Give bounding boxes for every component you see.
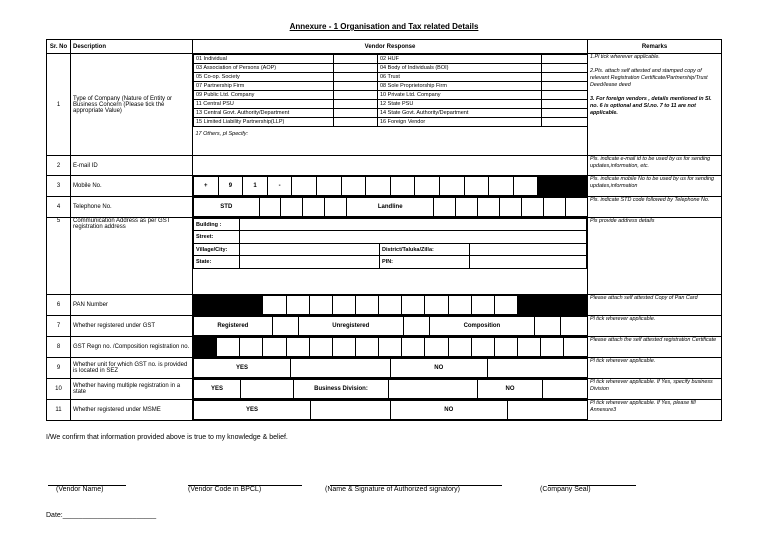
digit-box[interactable]	[332, 338, 355, 357]
remark-text: Pl tick wherever applicable. If Yes, specify business Division	[588, 379, 722, 400]
row-description: PAN Number	[71, 295, 193, 316]
date-field[interactable]: Date:________________________	[46, 512, 157, 519]
row-number: 8	[47, 337, 71, 358]
blocked-cell	[562, 177, 587, 196]
blocked-cell	[217, 296, 240, 315]
yes-option[interactable]: YES	[194, 401, 311, 420]
digit-box[interactable]	[355, 338, 378, 357]
remark-text: Please attach self attested Copy of Pan Card	[588, 295, 722, 316]
digit-box[interactable]	[513, 177, 538, 196]
building-input[interactable]	[240, 219, 587, 231]
tick-box[interactable]	[542, 64, 588, 73]
mobile-field[interactable]	[193, 176, 588, 197]
digit-box[interactable]	[471, 296, 494, 315]
row-number: 7	[47, 316, 71, 337]
digit-box[interactable]	[286, 338, 309, 357]
others-specify[interactable]: 17 Others, pl Specify:	[195, 131, 249, 137]
digit-box[interactable]	[425, 338, 448, 357]
digit-box[interactable]	[471, 338, 494, 357]
company-type-option[interactable]: 07 Partnership Firm	[194, 82, 334, 91]
company-type-option[interactable]: 11 Central PSU	[194, 100, 334, 109]
blocked-cell	[517, 296, 540, 315]
no-option[interactable]: NO	[478, 380, 543, 399]
address-fields	[193, 218, 588, 295]
remarks-cell	[588, 54, 722, 156]
tick-box[interactable]	[542, 91, 588, 100]
header-vendor-response: Vendor Response	[193, 40, 588, 54]
digit-box[interactable]	[355, 296, 378, 315]
row-description: Mobile No.	[71, 176, 193, 197]
digit-box[interactable]	[439, 177, 464, 196]
company-type-option[interactable]: 02 HUF	[378, 55, 542, 64]
company-type-option[interactable]: 05 Co-op. Society	[194, 73, 334, 82]
digit-box[interactable]	[316, 177, 341, 196]
row-description: Communication Address as per GST registration address	[71, 218, 193, 295]
blocked-cell	[564, 296, 587, 315]
digit-box[interactable]	[494, 296, 517, 315]
digit-box[interactable]	[564, 338, 587, 357]
digit-box[interactable]	[478, 198, 500, 217]
digit-box[interactable]	[309, 338, 332, 357]
digit-box[interactable]	[366, 177, 391, 196]
blocked-cell	[240, 296, 263, 315]
row-description: Whether having multiple registration in a state	[71, 379, 193, 400]
row-description: E-mail ID	[71, 156, 193, 176]
business-division-input[interactable]	[389, 380, 478, 399]
tick-box[interactable]	[507, 401, 587, 420]
company-type-option[interactable]: 13 Central Govt. Authority/Department	[194, 109, 334, 118]
row-description: Whether registered under GST	[71, 316, 193, 337]
digit-box[interactable]	[240, 338, 263, 357]
row-number: 6	[47, 295, 71, 316]
digit-box[interactable]	[263, 296, 286, 315]
village-label: Village/City:	[194, 243, 240, 255]
gst-registration-options[interactable]	[193, 316, 588, 337]
digit-box[interactable]	[263, 338, 286, 357]
confirmation-statement: I/We confirm that information provided above is true to my knowledge & belief.	[46, 434, 288, 441]
tick-box[interactable]	[561, 317, 587, 336]
no-option[interactable]: NO	[390, 359, 487, 378]
details-table	[46, 39, 722, 421]
digit-box[interactable]	[341, 177, 366, 196]
tick-box[interactable]	[334, 64, 378, 73]
company-type-options	[193, 54, 588, 156]
digit-box[interactable]	[281, 198, 303, 217]
address-spacer	[194, 268, 587, 294]
mobile-prefix-char: +	[194, 177, 219, 196]
digit-box[interactable]	[489, 177, 514, 196]
header-remarks: Remarks	[588, 40, 722, 54]
telephone-field[interactable]	[193, 197, 588, 218]
tick-box[interactable]	[311, 401, 391, 420]
company-type-option[interactable]: 01 Individual	[194, 55, 334, 64]
row-number: 10	[47, 379, 71, 400]
registered-option[interactable]: Registered	[194, 317, 273, 336]
company-type-option[interactable]: 03 Association of Persons (AOP)	[194, 64, 334, 73]
digit-box[interactable]	[456, 198, 478, 217]
digit-box[interactable]	[402, 338, 425, 357]
gst-number-field[interactable]	[193, 337, 588, 358]
remark-text: Pls. indicate mobile No to be used by us for sending updates,information	[588, 176, 722, 197]
row-description: Whether unit for which GST no. is provided is located in SEZ	[71, 358, 193, 379]
digit-box[interactable]	[434, 198, 456, 217]
state-input[interactable]	[240, 256, 380, 268]
remark-text: Pl tick wherever applicable.	[588, 358, 722, 379]
company-type-option[interactable]: 16 Foreign Vendor	[378, 118, 542, 127]
company-type-option[interactable]: 04 Body of Individuals (BOI)	[378, 64, 542, 73]
remark-text: 1.Pl tick wherever applicable.	[590, 54, 660, 60]
digit-box[interactable]	[448, 296, 471, 315]
company-type-option[interactable]: 09 Public Ltd. Company	[194, 91, 334, 100]
row-number: 3	[47, 176, 71, 197]
header-srno: Sr. No	[47, 40, 71, 54]
remark-text: Pls provide address details	[588, 218, 722, 295]
building-label: Building :	[194, 219, 240, 231]
remark-text: Pls. indicate e-mail id to be used by us for sending updates,information, etc.	[588, 156, 722, 176]
tick-box[interactable]	[334, 118, 378, 127]
tick-box[interactable]	[334, 91, 378, 100]
row-number: 4	[47, 197, 71, 218]
state-label: State:	[194, 256, 240, 268]
district-label: District/Taluka/Zilla:	[380, 243, 470, 255]
tick-box[interactable]	[334, 109, 378, 118]
unregistered-option[interactable]: Unregistered	[298, 317, 403, 336]
pin-label: PIN:	[380, 256, 470, 268]
multiple-registration-options[interactable]	[193, 379, 588, 400]
mobile-prefix-char: 9	[218, 177, 243, 196]
blocked-cell	[541, 296, 564, 315]
remark-text: 3. For foreign vendors , details mentioned in Sl. no. 6 is optional and Sl.no. 7 to 11 are not applicable.	[590, 96, 712, 116]
row-number: 2	[47, 156, 71, 176]
digit-box[interactable]	[286, 296, 309, 315]
company-type-grid	[193, 54, 588, 141]
company-type-option[interactable]: 06 Trust	[378, 73, 542, 82]
tick-box[interactable]	[334, 100, 378, 109]
row-description: Telephone No.	[71, 197, 193, 218]
digit-box[interactable]	[259, 198, 281, 217]
mobile-prefix-char: 1	[243, 177, 268, 196]
header-description: Description	[71, 40, 193, 54]
msme-options[interactable]	[193, 400, 588, 421]
company-type-option[interactable]: 08 Sole Proprietorship Firm	[378, 82, 542, 91]
digit-box[interactable]	[325, 198, 347, 217]
village-input[interactable]	[240, 243, 380, 255]
digit-box[interactable]	[303, 198, 325, 217]
digit-box[interactable]	[402, 296, 425, 315]
row-description: Whether registered under MSME	[71, 400, 193, 421]
remark-text: Pl tick wherever applicable. If Yes, please fill Annexure3	[588, 400, 722, 421]
blocked-cell	[194, 296, 217, 315]
digit-box[interactable]	[565, 198, 587, 217]
remark-text: Pls. indicate STD code followed by Telephone No.	[588, 197, 722, 218]
digit-box[interactable]	[517, 338, 540, 357]
vendor-name-label: (Vendor Name)	[56, 486, 104, 493]
row-number: 5	[47, 218, 71, 295]
tick-box[interactable]	[534, 317, 560, 336]
tick-box[interactable]	[334, 73, 378, 82]
tick-box[interactable]	[334, 82, 378, 91]
district-input[interactable]	[470, 243, 587, 255]
remark-text: 2.Pls. attach self attested and stamped copy of relevant Registration Certificate/Partnership/Trust Deed/lease deed	[590, 68, 708, 88]
tick-box[interactable]	[334, 55, 378, 64]
authorized-signatory-label: (Name & Signature of Authorized signatory)	[325, 486, 461, 493]
pan-field[interactable]	[193, 295, 588, 316]
tick-box[interactable]	[542, 73, 588, 82]
vendor-code-label: (Vendor Code in BPCL)	[188, 486, 262, 493]
digit-box[interactable]	[448, 338, 471, 357]
digit-box[interactable]	[425, 296, 448, 315]
row-number: 9	[47, 358, 71, 379]
composition-option[interactable]: Composition	[429, 317, 534, 336]
street-label: Street:	[194, 231, 240, 243]
digit-box[interactable]	[390, 177, 415, 196]
tick-box[interactable]	[542, 118, 588, 127]
company-type-option[interactable]: 15 Limited Liability Partnership(LLP)	[194, 118, 334, 127]
digit-box[interactable]	[379, 296, 402, 315]
digit-box[interactable]	[217, 338, 240, 357]
blocked-cell	[538, 177, 563, 196]
pin-input[interactable]	[470, 256, 587, 268]
digit-box[interactable]	[332, 296, 355, 315]
remark-text: Please attach the self attested registration Certificate	[588, 337, 722, 358]
digit-box[interactable]	[464, 177, 489, 196]
row-number: 1	[47, 54, 71, 156]
sez-options[interactable]	[193, 358, 588, 379]
digit-box[interactable]	[309, 296, 332, 315]
digit-box[interactable]	[292, 177, 317, 196]
company-seal-label: (Company Seal)	[540, 486, 591, 493]
digit-box[interactable]	[494, 338, 517, 357]
tick-box[interactable]	[542, 109, 588, 118]
tick-box[interactable]	[403, 317, 429, 336]
digit-box[interactable]	[543, 198, 565, 217]
digit-box[interactable]	[541, 338, 564, 357]
tick-box[interactable]	[542, 100, 588, 109]
landline-label: Landline	[347, 198, 434, 217]
tick-box[interactable]	[542, 55, 588, 64]
row-description: Type of Company (Nature of Entity or Business Concern (Please tick the appropriate Value)	[71, 54, 193, 156]
business-division-label: Business Division:	[294, 380, 389, 399]
remark-text: Pl tick wherever applicable.	[588, 316, 722, 337]
no-option[interactable]: NO	[390, 401, 507, 420]
row-number: 11	[47, 400, 71, 421]
tick-box[interactable]	[543, 380, 588, 399]
tick-box[interactable]	[487, 359, 587, 378]
digit-box[interactable]	[521, 198, 543, 217]
street-input[interactable]	[240, 231, 587, 243]
page-title: Annexure - 1 Organisation and Tax related Details	[289, 22, 479, 31]
std-label: STD	[194, 198, 260, 217]
tick-box[interactable]	[241, 380, 294, 399]
row-description: GST Regn no. /Composition registration no.	[71, 337, 193, 358]
tick-box[interactable]	[291, 359, 391, 378]
digit-box[interactable]	[415, 177, 440, 196]
company-type-option[interactable]: 14 State Govt. Authority/Department	[378, 109, 542, 118]
email-field[interactable]	[193, 156, 588, 176]
yes-option[interactable]: YES	[194, 380, 241, 399]
tick-box[interactable]	[272, 317, 298, 336]
tick-box[interactable]	[542, 82, 588, 91]
digit-box[interactable]	[500, 198, 522, 217]
mobile-prefix-char: -	[267, 177, 292, 196]
digit-box[interactable]	[379, 338, 402, 357]
company-type-option[interactable]: 12 State PSU	[378, 100, 542, 109]
yes-option[interactable]: YES	[194, 359, 291, 378]
company-type-option[interactable]: 10 Private Ltd. Company	[378, 91, 542, 100]
blocked-cell	[194, 338, 217, 357]
